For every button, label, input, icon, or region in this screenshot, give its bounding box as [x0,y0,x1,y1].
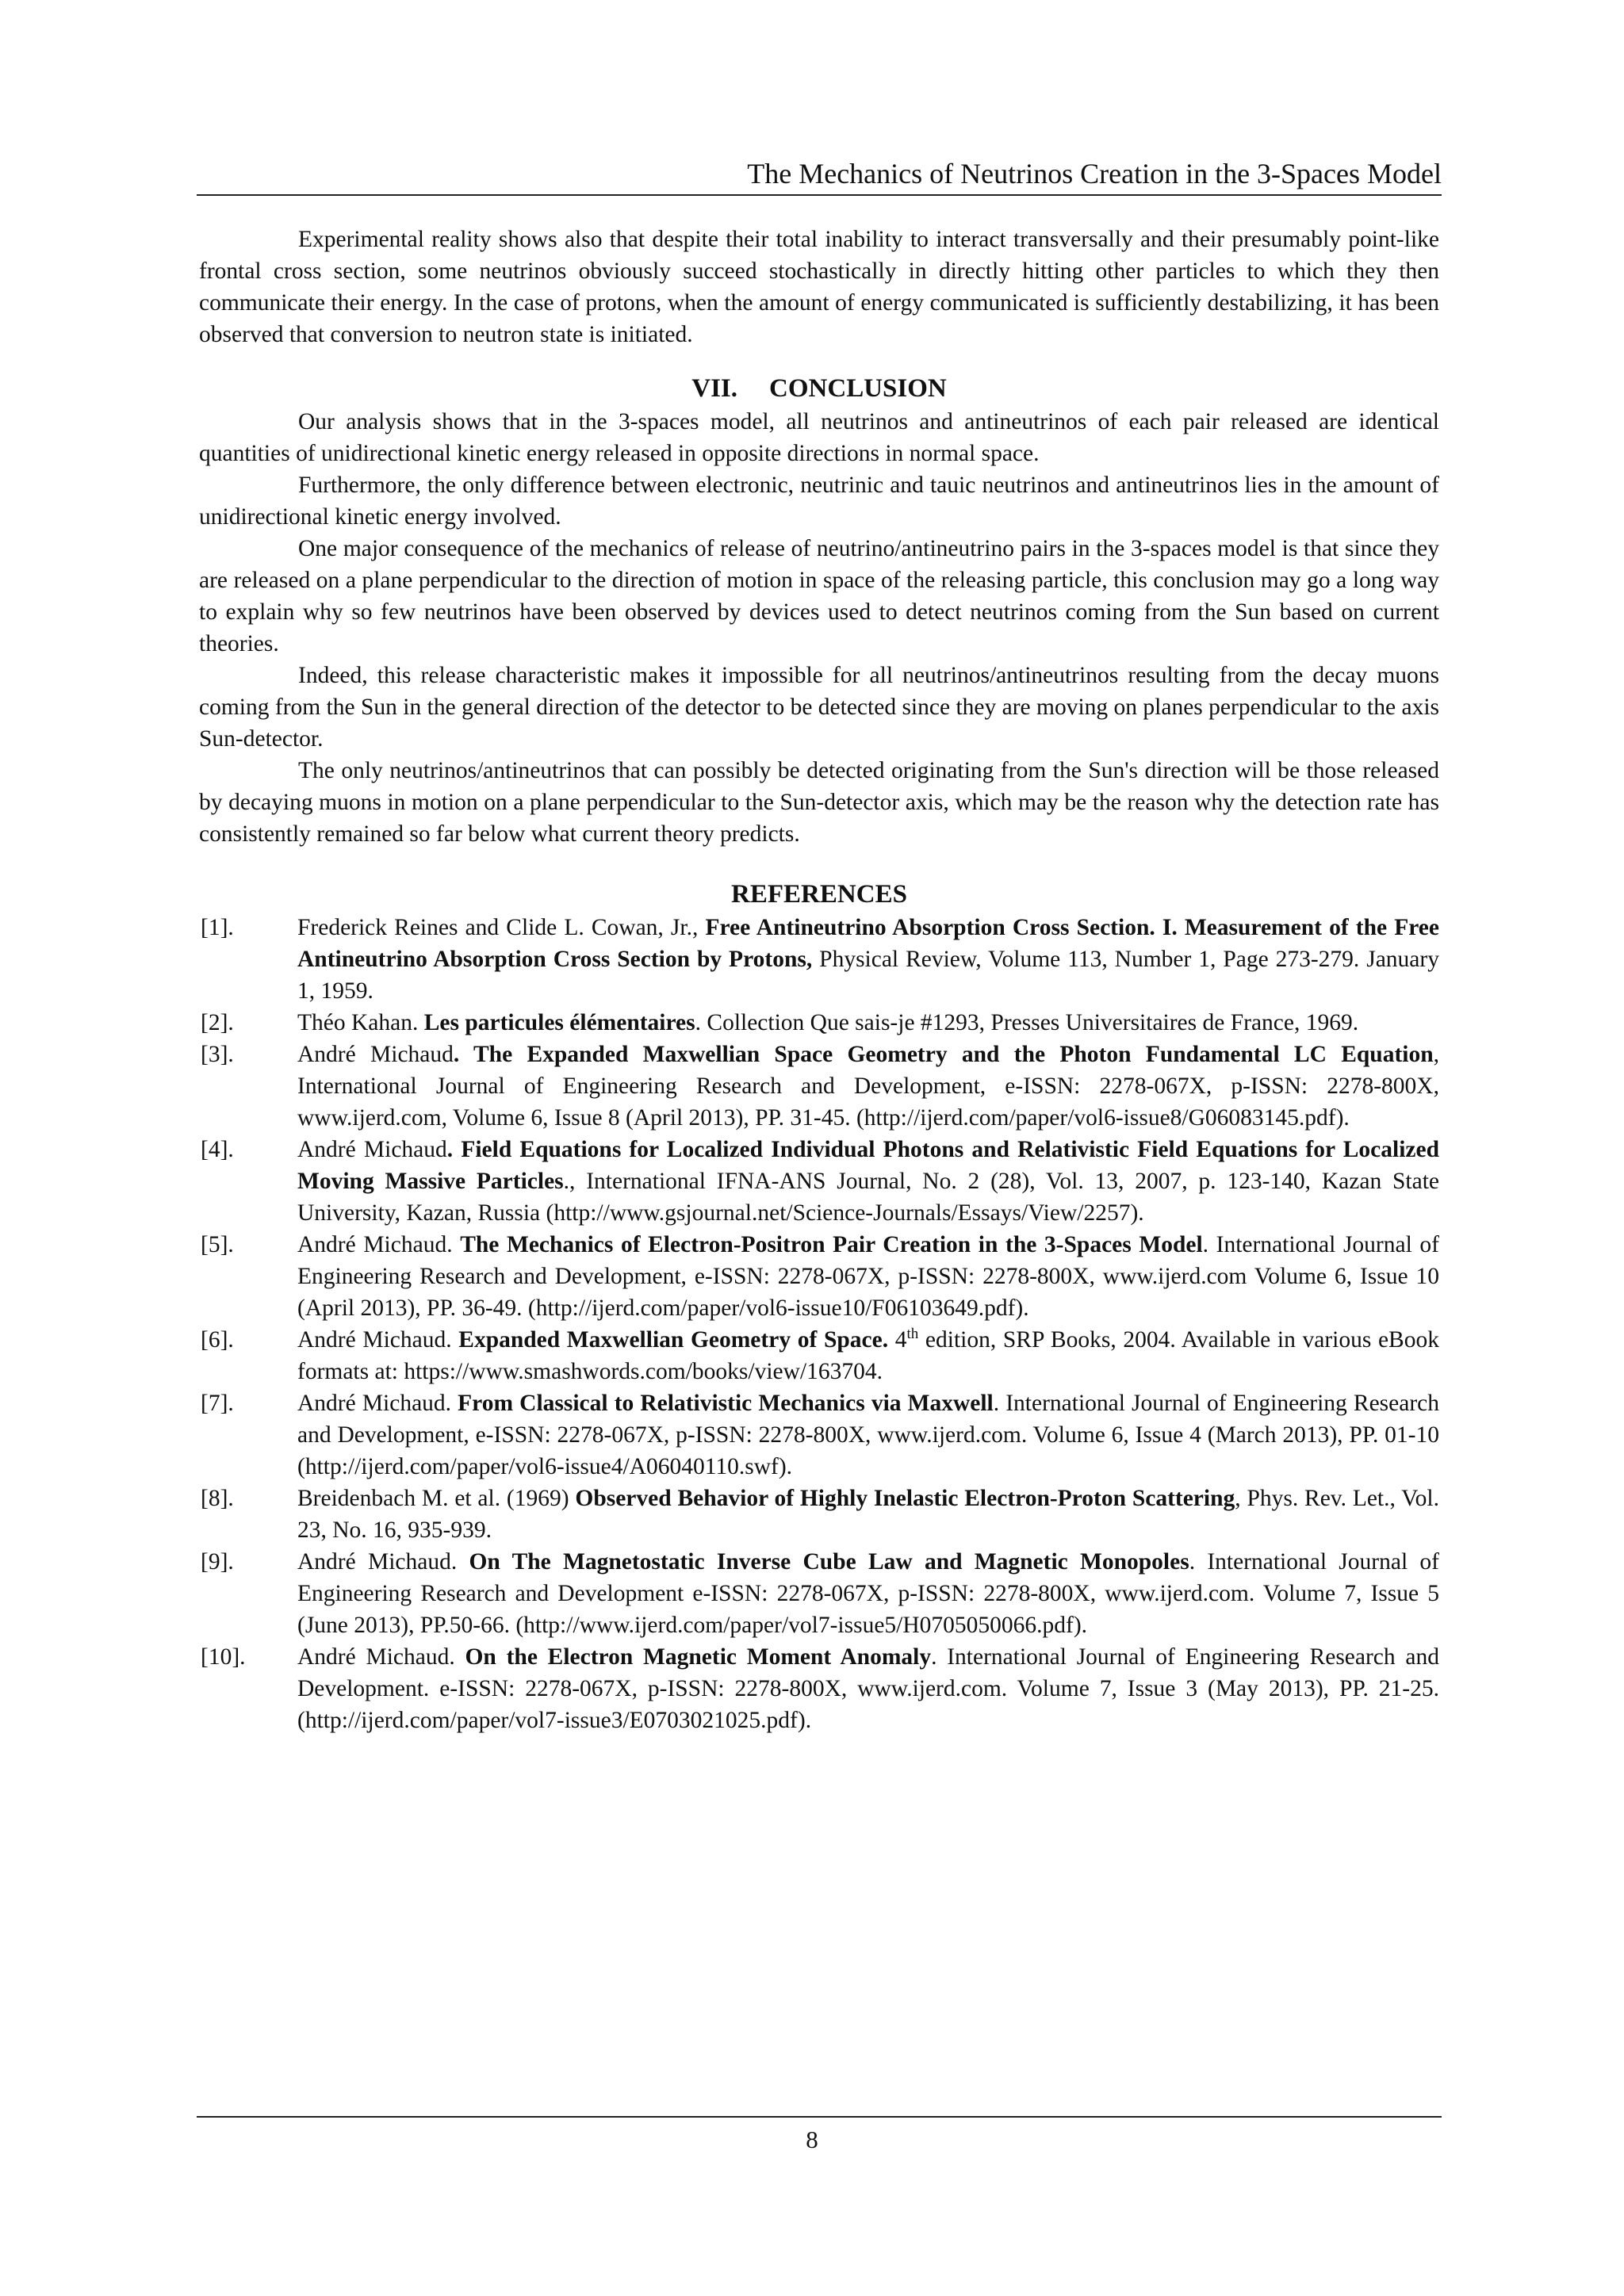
reference-item: [7]. André Michaud. From Classical to Relativistic Mechanics via Maxwell. International Journal of Engineering Research and Development, e-ISSN: 2278-067X, p-ISSN: 2278-800X, www.ijerd.com. Volume 6, Issue 4 (March 2013), PP. 01-10 (http://ijerd.com/paper/vol6-issue4/A06040110.swf). [199,1387,1439,1483]
intro-paragraph: Experimental reality shows also that despite their total inability to interact transversally and their presumably point-like frontal cross section, some neutrinos obviously succeed stochastically in directly hitting other particles to which they then communicate their energy. In the case of protons, when the amount of energy communicated is sufficiently destabilizing, it has been observed that conversion to neutron state is initiated. [199,227,1439,347]
reference-number: [3]. [201,1042,234,1067]
page-body [199,224,1439,1736]
superscript: th [906,1326,919,1343]
running-title: The Mechanics of Neutrinos Creation in the 3-Spaces Model [747,158,1442,189]
reference-title: On the Electron Magnetic Moment Anomaly [465,1644,932,1670]
conclusion-paragraph: One major consequence of the mechanics of release of neutrino/antineutrino pairs in the 3-spaces model is that since they are released on a plane perpendicular to the direction of motion in space of the releasing particle, this conclusion may go a long way to explain why so few neutrinos have been observed by devices used to detect neutrinos coming from the Sun based on current theories. [199,536,1439,656]
reference-number: [7]. [201,1391,234,1416]
reference-item: [6]. André Michaud. Expanded Maxwellian Geometry of Space. 4th edition, SRP Books, 2004. Available in various eBook formats at: https://www.smashwords.com/books/view/163704. [199,1324,1439,1387]
conclusion-paragraph: Indeed, this release characteristic makes it impossible for all neutrinos/antineutrinos resulting from the decay muons coming from the Sun in the general direction of the detector to be detected since they are moving on planes perpendicular to the axis Sun-detector. [199,663,1439,752]
section-number: VII. [691,374,738,403]
reference-title: The Mechanics of Electron-Positron Pair Creation in the 3-Spaces Model [460,1232,1203,1257]
reference-title: Free Antineutrino Absorption Cross Section. I. Measurement of the Free Antineutrino Absorption Cross Section by Protons, [297,915,1439,972]
reference-item: [10]. André Michaud. On the Electron Magnetic Moment Anomaly. International Journal of Engineering Research and Development. e-ISSN: 2278-067X, p-ISSN: 2278-800X, www.ijerd.com. Volume 7, Issue 3 (May 2013), PP. 21-25. (http://ijerd.com/paper/vol7-issue3/E0703021025.pdf). [199,1641,1439,1736]
reference-number: [6]. [201,1327,234,1353]
reference-number: [1]. [201,915,234,940]
running-header [197,153,1442,196]
reference-title: On The Magnetostatic Inverse Cube Law and Magnetic Monopoles [469,1549,1189,1575]
reference-item: [5]. André Michaud. The Mechanics of Electron-Positron Pair Creation in the 3-Spaces Model. International Journal of Engineering Research and Development, e-ISSN: 2278-067X, p-ISSN: 2278-800X, www.ijerd.com Volume 6, Issue 10 (April 2013), PP. 36-49. (http://ijerd.com/paper/vol6-issue10/F06103649.pdf). [199,1229,1439,1324]
reference-number: [8]. [201,1486,234,1511]
reference-number: [9]. [201,1549,234,1575]
reference-item: [3]. André Michaud. The Expanded Maxwellian Space Geometry and the Photon Fundamental LC Equation, International Journal of Engineering Research and Development, e-ISSN: 2278-067X, p-ISSN: 2278-800X, www.ijerd.com, Volume 6, Issue 8 (April 2013), PP. 31-45. (http://ijerd.com/paper/vol6-issue8/G06083145.pdf). [199,1039,1439,1134]
reference-title: . Field Equations for Localized Individual Photons and Relativistic Field Equations for Localized Moving Massive Particles [297,1137,1439,1194]
references-heading: REFERENCES [731,880,907,909]
conclusion-paragraph: Our analysis shows that in the 3-spaces model, all neutrinos and antineutrinos of each pair released are identical quantities of unidirectional kinetic energy released in opposite directions in normal space. [199,409,1439,466]
reference-list [199,912,1439,1736]
page-number: 8 [806,2126,818,2153]
reference-number: [5]. [201,1232,234,1257]
conclusion-heading [199,371,1439,406]
reference-item: [1]. Frederick Reines and Clide L. Cowan, Jr., Free Antineutrino Absorption Cross Section. I. Measurement of the Free Antineutrino Absorption Cross Section by Protons, Physical Review, Volume 113, Number 1, Page 273-279. January 1, 1959. [199,912,1439,1007]
reference-title: Expanded Maxwellian Geometry of Space. [458,1327,889,1353]
reference-title: Les particules élémentaires [423,1010,695,1035]
reference-item: [8]. Breidenbach M. et al. (1969) Observed Behavior of Highly Inelastic Electron-Proton Scattering, Phys. Rev. Let., Vol. 23, No. 16, 935-939. [199,1483,1439,1546]
reference-item: [4]. André Michaud. Field Equations for Localized Individual Photons and Relativistic Field Equations for Localized Moving Massive Particles., International IFNA-ANS Journal, No. 2 (28), Vol. 13, 2007, p. 123-140, Kazan State University, Kazan, Russia (http://www.gsjournal.net/Science-Journals/Essays/View/2257). [199,1134,1439,1229]
reference-number: [4]. [201,1137,234,1162]
section-title: CONCLUSION [769,374,947,403]
conclusion-paragraph: Furthermore, the only difference between electronic, neutrinic and tauic neutrinos and antineutrinos lies in the amount of unidirectional kinetic energy involved. [199,473,1439,530]
reference-title: From Classical to Relativistic Mechanics via Maxwell [458,1391,994,1416]
reference-item: [2]. Théo Kahan. Les particules élémentaires. Collection Que sais-je #1293, Presses Universitaires de France, 1969. [199,1007,1439,1039]
reference-number: [10]. [201,1644,246,1670]
footer-rule [197,2116,1442,2118]
conclusion-paragraph: The only neutrinos/antineutrinos that can possibly be detected originating from the Sun's direction will be those released by decaying muons in motion on a plane perpendicular to the Sun-detector axis, which may be the reason why the detection rate has consistently remained so far below what current theory predicts. [199,758,1439,847]
reference-number: [2]. [201,1010,234,1035]
reference-title: . The Expanded Maxwellian Space Geometry and the Photon Fundamental LC Equation [453,1042,1434,1067]
reference-item: [9]. André Michaud. On The Magnetostatic Inverse Cube Law and Magnetic Monopoles. International Journal of Engineering Research and Development e-ISSN: 2278-067X, p-ISSN: 2278-800X, www.ijerd.com. Volume 7, Issue 5 (June 2013), PP.50-66. (http://www.ijerd.com/paper/vol7-issue5/H0705050066.pdf). [199,1546,1439,1641]
reference-title: Observed Behavior of Highly Inelastic Electron-Proton Scattering [575,1486,1235,1511]
